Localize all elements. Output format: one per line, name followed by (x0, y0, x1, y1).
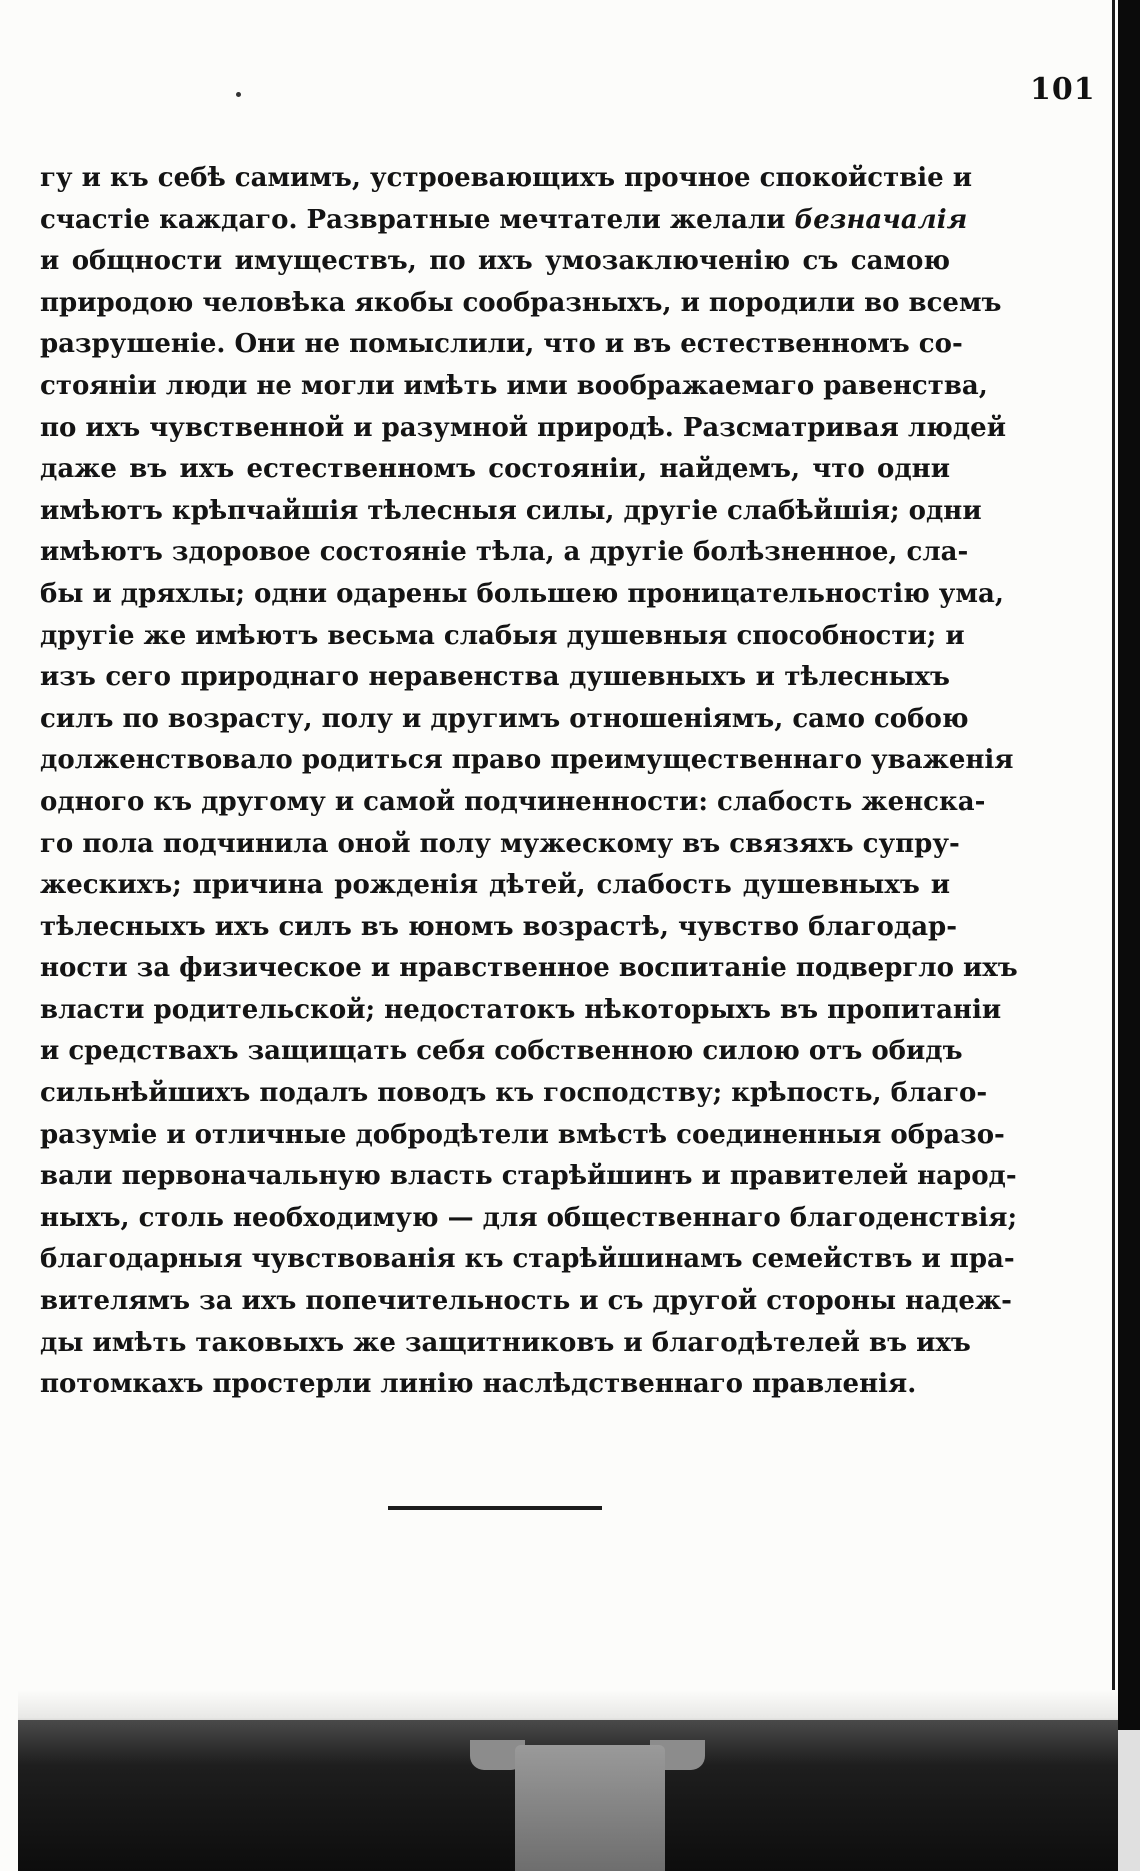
body-text (40, 158, 1018, 1406)
text-line-6: стояніи люди не могли имѣть ими воображаемаго равенства, (40, 370, 988, 401)
text-line-15: долженствовало родиться право преимущественнаго уваженія (40, 745, 1014, 776)
text-line-1: гу и къ себѣ самимъ, устроевающихъ прочное спокойствіе и (40, 163, 973, 193)
text-line-28: вителямъ за ихъ попечительность и съ другой стороны надеж- (40, 1286, 1012, 1317)
text-line-5: разрушеніе. Они не помыслили, что и въ естественномъ со- (40, 329, 963, 360)
text-line-25: вали первоначальную власть старѣйшинъ и правителей народ- (40, 1161, 1017, 1192)
text-line-19: тѣлесныхъ ихъ силъ въ юномъ возрастѣ, чувство благодар- (40, 911, 958, 942)
text-line-2-main: счастіе каждаго. Развратные мечтатели желали (40, 204, 786, 235)
text-line-2 (40, 200, 968, 242)
text-line-30: потомкахъ простерли линію наслѣдственнаго правленія. (40, 1369, 917, 1400)
text-line-22: и средствахъ защищать себя собственною силою отъ обидъ (40, 1036, 963, 1067)
text-line-16: одного къ другому и самой подчиненности: слабость женска- (40, 786, 986, 817)
text-line-23: сильнѣйшихъ подалъ поводъ къ господству; крѣпость, благо- (40, 1078, 988, 1109)
text-line-9: имѣютъ крѣпчайшія тѣлесныя силы, другіе слабѣйшія; одни (40, 495, 982, 526)
text-line-4: природою человѣка якобы сообразныхъ, и породили во всемъ (40, 287, 1002, 318)
ink-dot (236, 92, 241, 97)
text-line-20: ности за физическое и нравственное воспитаніе подвергло ихъ (40, 953, 1018, 984)
italic-word-beznachalia: безначалія (794, 204, 968, 235)
text-line-3: и общности имуществъ, по ихъ умозаключенію съ самою (40, 246, 950, 277)
text-line-12: другіе же имѣютъ весьма слабыя душевныя способности; и (40, 620, 965, 651)
text-line-18: жескихъ; причина рожденія дѣтей, слабость душевныхъ и (40, 870, 950, 901)
text-line-17: го пола подчинила оной полу мужескому въ связяхъ супру- (40, 828, 960, 859)
scan-edge-bottom (1118, 1730, 1140, 1871)
text-line-10: имѣютъ здоровое состояніе тѣла, а другіе болѣзненное, сла- (40, 537, 969, 568)
text-line-14: силъ по возрасту, полу и другимъ отношеніямъ, само собою (40, 703, 969, 734)
page-number: 101 (1030, 72, 1096, 107)
scanner-clamp (515, 1745, 665, 1871)
text-line-11: бы и дряхлы; одни одарены большею проницательностію ума, (40, 578, 1004, 609)
text-line-8: даже въ ихъ естественномъ состояніи, найдемъ, что одни (40, 454, 950, 485)
text-line-27: благодарныя чувствованія къ старѣйшинамъ семействъ и пра- (40, 1244, 1015, 1275)
text-line-29: ды имѣть таковыхъ же защитниковъ и благодѣтелей въ ихъ (40, 1327, 971, 1358)
text-line-24: разуміе и отличные добродѣтели вмѣстѣ соединенныя образо- (40, 1119, 1005, 1150)
text-line-26: ныхъ, столь необходимую — для общественнаго благоденствія; (40, 1202, 1018, 1233)
text-line-13: изъ сего природнаго неравенства душевныхъ и тѣлесныхъ (40, 662, 950, 693)
scan-edge-line (1112, 0, 1115, 1871)
text-line-21: власти родительской; недостатокъ нѣкоторыхъ въ пропитаніи (40, 994, 1002, 1025)
section-separator-rule (388, 1506, 602, 1510)
text-line-7: по ихъ чувственной и разумной природѣ. Разсматривая людей (40, 412, 1006, 443)
scan-edge-right (1118, 0, 1140, 1871)
